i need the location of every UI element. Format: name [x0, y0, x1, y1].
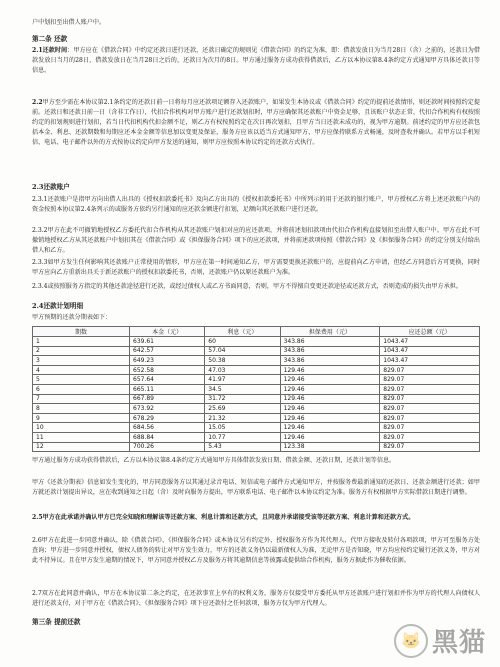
intro-line: 户中划扣至出借人账户中。: [32, 19, 106, 26]
table-cell: 60: [205, 337, 280, 347]
table-cell: 829.07: [380, 432, 480, 442]
table-row: [33, 365, 480, 375]
schedule-change-paragraph: 甲方《还款分期表》信息如发生变化的，甲方同意服务方以其通过录音电话、短信或电子邮件方式通知甲方，并按服务费最新通知的还款日、还款金额进行还款；如甲方就还款计划提出异议，应在收到通知之日起（含）及时向服务方提出，甲方联系电话、电子邮件以本协议约定为准。服务方有权根据甲方实际借款日期进行调整。: [32, 479, 480, 496]
table-cell: 639.61: [130, 337, 205, 347]
table-cell: 129.46: [280, 423, 380, 433]
table-cell: 700.26: [130, 442, 205, 452]
table-cell: 829.07: [380, 375, 480, 385]
table-cell: 829.07: [380, 404, 480, 414]
table-cell: 829.07: [380, 365, 480, 375]
table-cell: 129.46: [280, 404, 380, 414]
table-cell: 652.58: [130, 365, 205, 375]
table-cell: 665.11: [130, 384, 205, 394]
table-cell: 10.77: [205, 432, 280, 442]
table-cell: 10: [33, 423, 130, 433]
table-cell: 129.46: [280, 375, 380, 385]
table-cell: 6: [33, 384, 130, 394]
watermark: [394, 622, 486, 659]
after-table-text: 甲方通过服务方成功获得借款后，乙方以本协议第8.4条约定方式通知甲方具体借款发放日期、借款金额、还款日期，还款计划等信息。: [32, 457, 396, 464]
table-caption: 甲方预期的还款分期表如下：: [32, 314, 112, 321]
table-cell: 8: [33, 404, 130, 414]
table-cell: 829.07: [380, 384, 480, 394]
section-2-title: 第二条 还款: [32, 35, 68, 43]
table-cell: 649.23: [130, 356, 205, 366]
table-cell: 7: [33, 394, 130, 404]
clause-2-3-title: 2.3还款账户: [32, 183, 70, 191]
table-row: [33, 423, 480, 433]
header-cell: 期数: [33, 327, 130, 337]
table-row: [33, 337, 480, 347]
table-row: [33, 413, 480, 423]
header-cell: 应还总额（元）: [380, 327, 480, 337]
table-cell: 3: [33, 356, 130, 366]
clause-2-7: 2.7双方在此同意并确认，甲方在本协议第二条之约定，在还款事宜上享有的权利义务，服务方仅接受甲方委托从甲方还款账户进行划扣并作为甲方的代理人向债权人进行还款支付，对于甲方在《借款合同》、《担保服务合同》项下应还款付之任何款项，服务方仅为甲方代理人。: [32, 590, 480, 607]
table-cell: 343.86: [280, 337, 380, 347]
table-cell: 5.43: [205, 442, 280, 452]
table-cell: 1: [33, 337, 130, 347]
clause-2-3-1: 2.3.1还款账户是指甲方向出借人出具的《授权扣款委托书》及向乙方出具的《授权扣款委托书》中所列示的用于还款的银行账户，甲方授权乙方将上述还款账户内的资金按照本协议第2.4条列示的或服务方依约另行通知的应还款金额进行扣划，足额向其还款账户进行还款。: [32, 196, 480, 213]
watermark-text: 黑猫: [431, 628, 486, 658]
table-cell: 4: [33, 365, 130, 375]
clause-2-2-text: 甲方至少需在本协议第2.1条约定的还款日前一日将每月应还款项足额存入还款账户，如果发生本协议或《借款合同》约定的提前还款情形，则还款时间按照约定提前。还款日和还款日前一日（含非工作日），代扣合作机构对甲方账户进行还款划扣时，甲方应确保其还款账户中资金足够，且该账户状态正常，代扣合作机构有权按照约定的扣划规则进行划扣，若当日代扣机构代扣金额不足，则乙方有权按照约定在次日再次划扣，且甲方当日还款未成功的，视为甲方逾期。前述约定的甲方应还款包括本金、利息、还款期数和每期应还本金金额等信息加以变更及保证，服务方应该以适当方式通知甲方，甲方应保持联系方式畅通，及时查收并确认。若甲方以手机短信、电话、电子邮件以外的方式按协议约定向甲方发送的通知，则甲方应按照本协议约定的还款方式执行。: [32, 99, 480, 146]
table-cell: 1043.47: [380, 346, 480, 356]
clause-2-1-title: 2.1还款时间: [32, 47, 68, 54]
table-cell: 678.29: [130, 413, 205, 423]
clause-2-3-2: 2.3.2甲方在此不可撤销地授权乙方委托代扣合作机构从其还款账户划扣对应的应还款项，并将前述划扣款项由代扣合作机构直接划扣至出借人账户中。甲方在此不可撤销地授权乙方从其还款账户中划扣其在《借款合同》或《担保服务合同》项下的应还款项，并将前述款项按照《借款合同》及《担保服务合同》的约定分别支付给出借人和乙方。: [32, 227, 480, 254]
table-cell: 667.89: [130, 394, 205, 404]
clause-2-2: [32, 98, 480, 148]
table-cell: 123.38: [280, 442, 380, 452]
table-header-row: [33, 327, 480, 337]
table-cell: 34.5: [205, 384, 280, 394]
table-cell: 673.92: [130, 404, 205, 414]
table-cell: 50.38: [205, 356, 280, 366]
table-cell: 129.46: [280, 394, 380, 404]
table-cell: 129.46: [280, 413, 380, 423]
table-cell: 129.46: [280, 365, 380, 375]
table-cell: 829.07: [380, 394, 480, 404]
table-cell: 41.97: [205, 375, 280, 385]
cat-logo-icon: 🐱: [394, 624, 428, 658]
table-cell: 657.64: [130, 375, 205, 385]
table-cell: 1043.47: [380, 356, 480, 366]
clause-2-2-title: 2.2: [32, 99, 43, 106]
clause-2-3-4: 2.3.4或按照服务方指定的其他还款途径进行还款，或经过债权人或乙方书面同意，否则，甲方不得擅自变更还款途径或还款方式，否则造成的损失由甲方承担。: [32, 283, 462, 290]
table-row: [33, 375, 480, 385]
table-row: [33, 442, 480, 452]
table-cell: 12: [33, 442, 130, 452]
table-row: [33, 432, 480, 442]
table-cell: 684.56: [130, 423, 205, 433]
table-cell: 343.86: [280, 346, 380, 356]
table-cell: 642.57: [130, 346, 205, 356]
table-cell: 57.04: [205, 346, 280, 356]
table-cell: 9: [33, 413, 130, 423]
table-row: [33, 356, 480, 366]
table-cell: 47.03: [205, 365, 280, 375]
table-cell: 829.07: [380, 413, 480, 423]
clause-2-1: [32, 46, 480, 76]
table-cell: 688.84: [130, 432, 205, 442]
table-cell: 343.86: [280, 356, 380, 366]
header-cell: 利息（元）: [205, 327, 280, 337]
clause-2-3-3: 2.3.3如甲方发生任何影响其还款账户正常使用的情形，甲方应在第一时间通知乙方，甲方需要更换还款账户的，应提前向乙方申请，但经乙方同意后方可更换，同时甲方应向乙方重新出具关于新还款账户的授权扣款委托书，否则，还款账户仍以原还款账户为准。: [32, 259, 480, 276]
table-cell: 5: [33, 375, 130, 385]
table-row: [33, 346, 480, 356]
clause-2-5: 2.5甲方在此承诺并确认甲方已完全知晓和理解该等还款方案、利息计算和还款方式，且同意并承诺接受该等还款方案、利息计算和还款方式。: [32, 514, 415, 521]
table-cell: 21.32: [205, 413, 280, 423]
section-3-title: 第三条 提前还款: [32, 618, 81, 626]
table-cell: 129.46: [280, 384, 380, 394]
table-cell: 829.07: [380, 423, 480, 433]
table-cell: 829.07: [380, 442, 480, 452]
table-cell: 15.05: [205, 423, 280, 433]
table-cell: 2: [33, 346, 130, 356]
table-row: [33, 394, 480, 404]
table-row: [33, 384, 480, 394]
header-cell: 担保费用（元）: [280, 327, 380, 337]
table-cell: 11: [33, 432, 130, 442]
clause-2-1-text: ：甲方应在《借款合同》中约定还款日进行还款，还款日确定的规则见《借款合同》的约定为准，即：借款发放日为当月28日（含）之前的，还款日为借款发放日当月的28日，借款发放日在当月28日之后的，还款日为次月的8日。甲方通过服务方成功获得借款后，乙方以本协议第8.4条约定方式通知甲方具体还款日等信息。: [32, 47, 480, 74]
clause-2-4-title: 2.4还款计划明细: [32, 302, 84, 310]
table-cell: 25.69: [205, 404, 280, 414]
table-cell: 1043.47: [380, 337, 480, 347]
header-cell: 本金（元）: [130, 327, 205, 337]
table-row: [33, 404, 480, 414]
table-cell: 129.46: [280, 432, 380, 442]
repayment-schedule-table: [32, 326, 480, 452]
clause-2-6: 2.6甲方在此进一步同意并确认，除《借款合同》、《担保服务合同》或本协议另有约定外，授权服务方作为其代理人，代甲方接收及转付各项款项，甲方可至服务方处查询；甲方进一步同意并授权，债权人债务的转让对甲方发生效力，甲方的还款义务仍以最新债权人为准，无论甲方是否知晓，甲方均应按约定履行还款义务，甲方对此不持异议。且在甲方发生逾期的情况下，甲方同意并授权乙方及服务方将其逾期信息等披露或提供给合作机构，服务方据此作为催收依据。: [32, 537, 480, 564]
table-cell: 31.72: [205, 394, 280, 404]
